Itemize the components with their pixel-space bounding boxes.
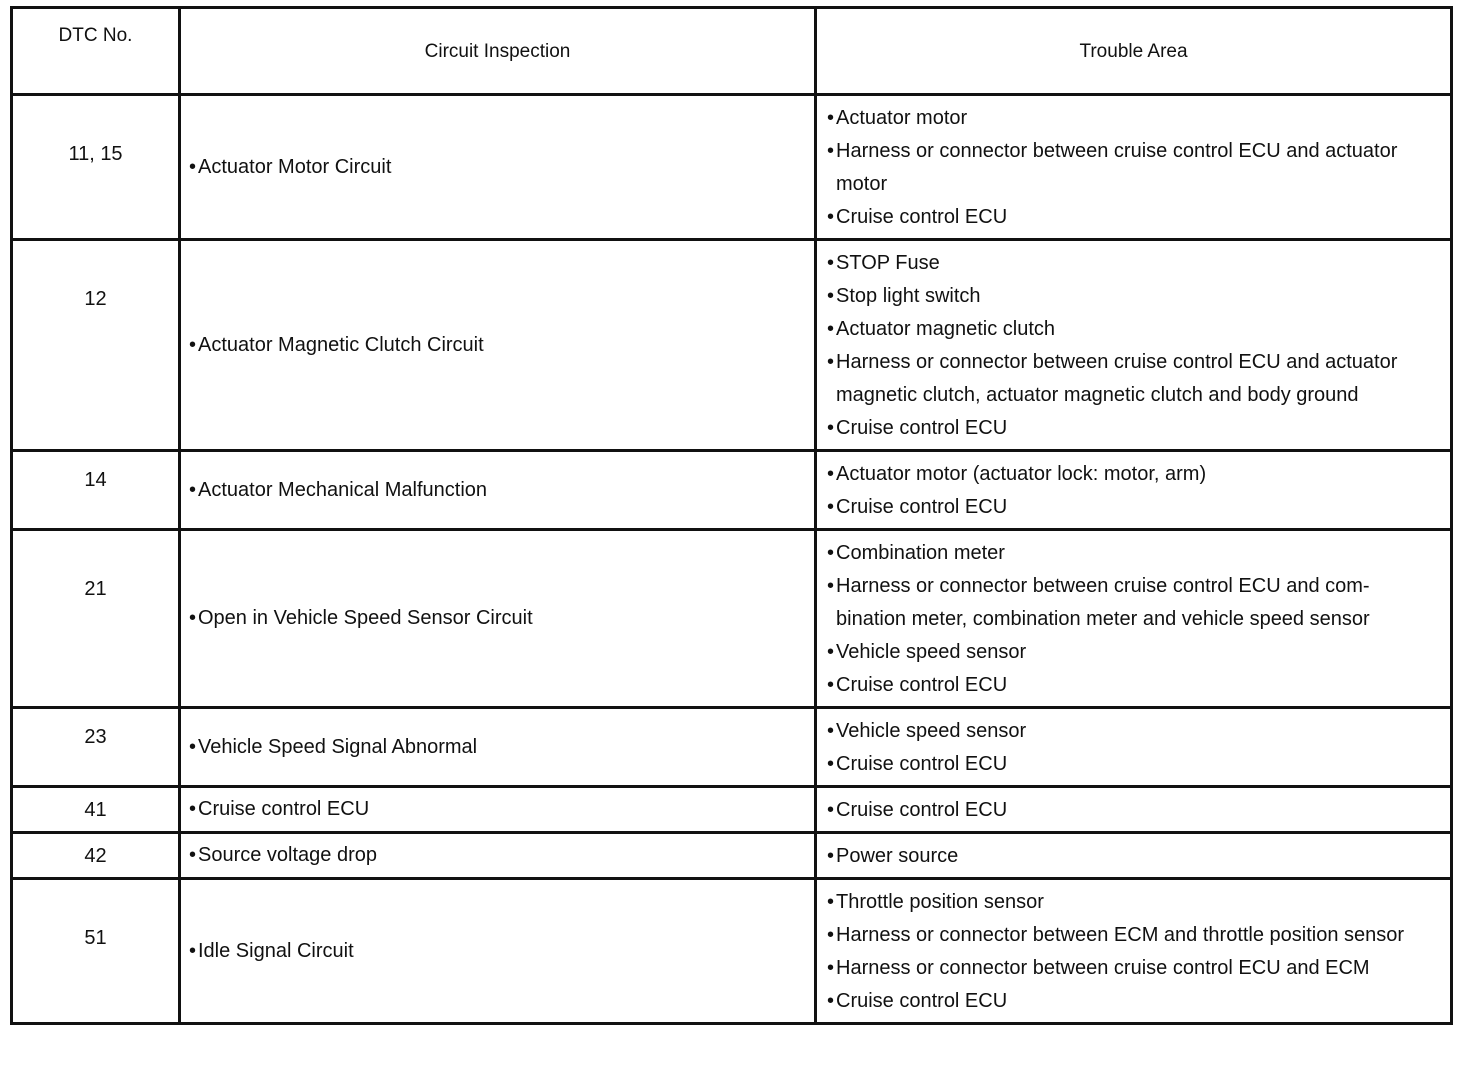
circuit-text: Open in Vehicle Speed Sensor Circuit bbox=[198, 607, 533, 629]
circuit-item bbox=[187, 793, 814, 826]
table-row bbox=[12, 530, 1452, 708]
trouble-area-cell bbox=[816, 451, 1452, 530]
table-row bbox=[12, 833, 1452, 879]
dtc-number: 42 bbox=[84, 845, 107, 867]
trouble-item bbox=[825, 491, 1442, 524]
bullet-icon: • bbox=[188, 798, 196, 820]
trouble-area-cell bbox=[816, 95, 1452, 240]
header-dtc-no: DTC No. bbox=[12, 8, 180, 95]
trouble-text: Harness or connector between cruise control ECU and actuator magnetic clutch, actuator magnetic clutch and body ground bbox=[836, 351, 1398, 406]
trouble-text: Cruise control ECU bbox=[836, 674, 1008, 696]
trouble-item bbox=[825, 412, 1442, 445]
bullet-icon: • bbox=[188, 844, 196, 866]
trouble-item bbox=[825, 247, 1442, 280]
bullet-icon: • bbox=[826, 140, 834, 162]
trouble-text: Cruise control ECU bbox=[836, 799, 1008, 821]
trouble-area-cell bbox=[816, 787, 1452, 833]
dtc-cell bbox=[12, 708, 180, 787]
circuit-item bbox=[187, 839, 814, 872]
bullet-icon: • bbox=[826, 417, 834, 439]
bullet-icon: • bbox=[826, 285, 834, 307]
bullet-icon: • bbox=[826, 351, 834, 373]
circuit-text: Actuator Mechanical Malfunction bbox=[198, 478, 488, 501]
bullet-icon: • bbox=[826, 641, 834, 663]
trouble-text: Harness or connector between cruise control ECU and ECM bbox=[836, 957, 1370, 979]
trouble-item bbox=[825, 201, 1442, 234]
dtc-table-container bbox=[10, 6, 1450, 1025]
trouble-area-cell bbox=[816, 240, 1452, 451]
dtc-number: 11, 15 bbox=[68, 143, 123, 165]
trouble-text: Vehicle speed sensor bbox=[836, 641, 1027, 663]
header-trouble-area: Trouble Area bbox=[816, 8, 1452, 95]
dtc-cell bbox=[12, 451, 180, 530]
table-row bbox=[12, 787, 1452, 833]
trouble-item bbox=[825, 313, 1442, 346]
bullet-icon: • bbox=[826, 720, 834, 742]
table-row bbox=[12, 451, 1452, 530]
dtc-number: 21 bbox=[84, 578, 107, 600]
bullet-icon: • bbox=[826, 575, 834, 597]
dtc-number: 12 bbox=[84, 288, 107, 310]
dtc-table bbox=[10, 6, 1453, 1025]
trouble-item bbox=[825, 985, 1442, 1018]
table-row bbox=[12, 95, 1452, 240]
header-row bbox=[12, 8, 1452, 95]
bullet-icon: • bbox=[188, 607, 196, 629]
trouble-item bbox=[825, 280, 1442, 313]
trouble-item bbox=[825, 537, 1442, 570]
dtc-cell bbox=[12, 95, 180, 240]
bullet-icon: • bbox=[188, 333, 196, 356]
trouble-item bbox=[825, 840, 1442, 873]
trouble-item bbox=[825, 669, 1442, 702]
circuit-inspection-cell bbox=[180, 530, 816, 708]
table-row bbox=[12, 879, 1452, 1024]
circuit-inspection-cell bbox=[180, 451, 816, 530]
circuit-inspection-cell bbox=[180, 879, 816, 1024]
bullet-icon: • bbox=[826, 924, 834, 946]
trouble-text: Cruise control ECU bbox=[836, 206, 1008, 228]
bullet-icon: • bbox=[826, 107, 834, 129]
table-row bbox=[12, 240, 1452, 451]
header-circuit-inspection: Circuit Inspection bbox=[180, 8, 816, 95]
trouble-item bbox=[825, 919, 1442, 952]
table-body bbox=[12, 95, 1452, 1024]
trouble-text: Harness or connector between cruise control ECU and com- bination meter, combination meter and vehicle speed sensor bbox=[836, 575, 1370, 630]
bullet-icon: • bbox=[826, 252, 834, 274]
trouble-text: Cruise control ECU bbox=[836, 990, 1008, 1012]
circuit-inspection-cell bbox=[180, 95, 816, 240]
trouble-item bbox=[825, 794, 1442, 827]
circuit-text: Source voltage drop bbox=[198, 844, 378, 866]
trouble-item bbox=[825, 570, 1442, 636]
trouble-text: Actuator motor (actuator lock: motor, arm) bbox=[836, 463, 1207, 485]
bullet-icon: • bbox=[188, 478, 196, 501]
trouble-item bbox=[825, 748, 1442, 781]
bullet-icon: • bbox=[826, 990, 834, 1012]
bullet-icon: • bbox=[826, 799, 834, 821]
bullet-icon: • bbox=[188, 155, 196, 178]
trouble-text: Vehicle speed sensor bbox=[836, 720, 1027, 742]
dtc-cell bbox=[12, 240, 180, 451]
circuit-text: Idle Signal Circuit bbox=[198, 939, 354, 962]
bullet-icon: • bbox=[826, 845, 834, 867]
trouble-item bbox=[825, 715, 1442, 748]
trouble-text: Throttle position sensor bbox=[836, 891, 1044, 913]
circuit-item bbox=[187, 602, 814, 635]
dtc-cell bbox=[12, 833, 180, 879]
trouble-text: Harness or connector between cruise control ECU and actuator motor bbox=[836, 140, 1398, 195]
dtc-cell bbox=[12, 879, 180, 1024]
bullet-icon: • bbox=[826, 463, 834, 485]
trouble-text: Combination meter bbox=[836, 542, 1005, 564]
trouble-item bbox=[825, 952, 1442, 985]
circuit-inspection-cell bbox=[180, 240, 816, 451]
trouble-item bbox=[825, 636, 1442, 669]
trouble-text: Harness or connector between ECM and throttle position sensor bbox=[836, 924, 1405, 946]
bullet-icon: • bbox=[826, 206, 834, 228]
circuit-item bbox=[187, 151, 814, 184]
circuit-text: Vehicle Speed Signal Abnormal bbox=[198, 735, 478, 758]
circuit-inspection-cell bbox=[180, 708, 816, 787]
trouble-item bbox=[825, 886, 1442, 919]
dtc-number: 51 bbox=[84, 927, 107, 949]
trouble-item bbox=[825, 458, 1442, 491]
dtc-number: 14 bbox=[84, 469, 107, 491]
trouble-text: STOP Fuse bbox=[836, 252, 940, 274]
dtc-number: 41 bbox=[84, 799, 107, 821]
circuit-item bbox=[187, 935, 814, 968]
trouble-area-cell bbox=[816, 833, 1452, 879]
bullet-icon: • bbox=[826, 496, 834, 518]
circuit-inspection-cell bbox=[180, 787, 816, 833]
circuit-text: Actuator Motor Circuit bbox=[198, 155, 392, 178]
trouble-text: Stop light switch bbox=[836, 285, 981, 307]
bullet-icon: • bbox=[826, 753, 834, 775]
bullet-icon: • bbox=[188, 735, 196, 758]
circuit-text: Actuator Magnetic Clutch Circuit bbox=[198, 333, 484, 356]
trouble-area-cell bbox=[816, 530, 1452, 708]
trouble-text: Cruise control ECU bbox=[836, 753, 1008, 775]
trouble-area-cell bbox=[816, 708, 1452, 787]
circuit-item bbox=[187, 474, 814, 507]
circuit-text: Cruise control ECU bbox=[198, 798, 370, 820]
trouble-text: Power source bbox=[836, 845, 959, 867]
bullet-icon: • bbox=[826, 542, 834, 564]
circuit-item bbox=[187, 329, 814, 362]
dtc-cell bbox=[12, 530, 180, 708]
trouble-text: Actuator magnetic clutch bbox=[836, 318, 1055, 340]
bullet-icon: • bbox=[826, 891, 834, 913]
dtc-number: 23 bbox=[84, 726, 107, 748]
dtc-cell bbox=[12, 787, 180, 833]
table-row bbox=[12, 708, 1452, 787]
trouble-item bbox=[825, 135, 1442, 201]
trouble-item bbox=[825, 346, 1442, 412]
trouble-item bbox=[825, 102, 1442, 135]
table-header bbox=[12, 8, 1452, 95]
trouble-area-cell bbox=[816, 879, 1452, 1024]
bullet-icon: • bbox=[826, 957, 834, 979]
circuit-inspection-cell bbox=[180, 833, 816, 879]
trouble-text: Cruise control ECU bbox=[836, 417, 1008, 439]
trouble-text: Cruise control ECU bbox=[836, 496, 1008, 518]
bullet-icon: • bbox=[826, 674, 834, 696]
circuit-item bbox=[187, 731, 814, 764]
trouble-text: Actuator motor bbox=[836, 107, 968, 129]
bullet-icon: • bbox=[188, 939, 196, 962]
bullet-icon: • bbox=[826, 318, 834, 340]
